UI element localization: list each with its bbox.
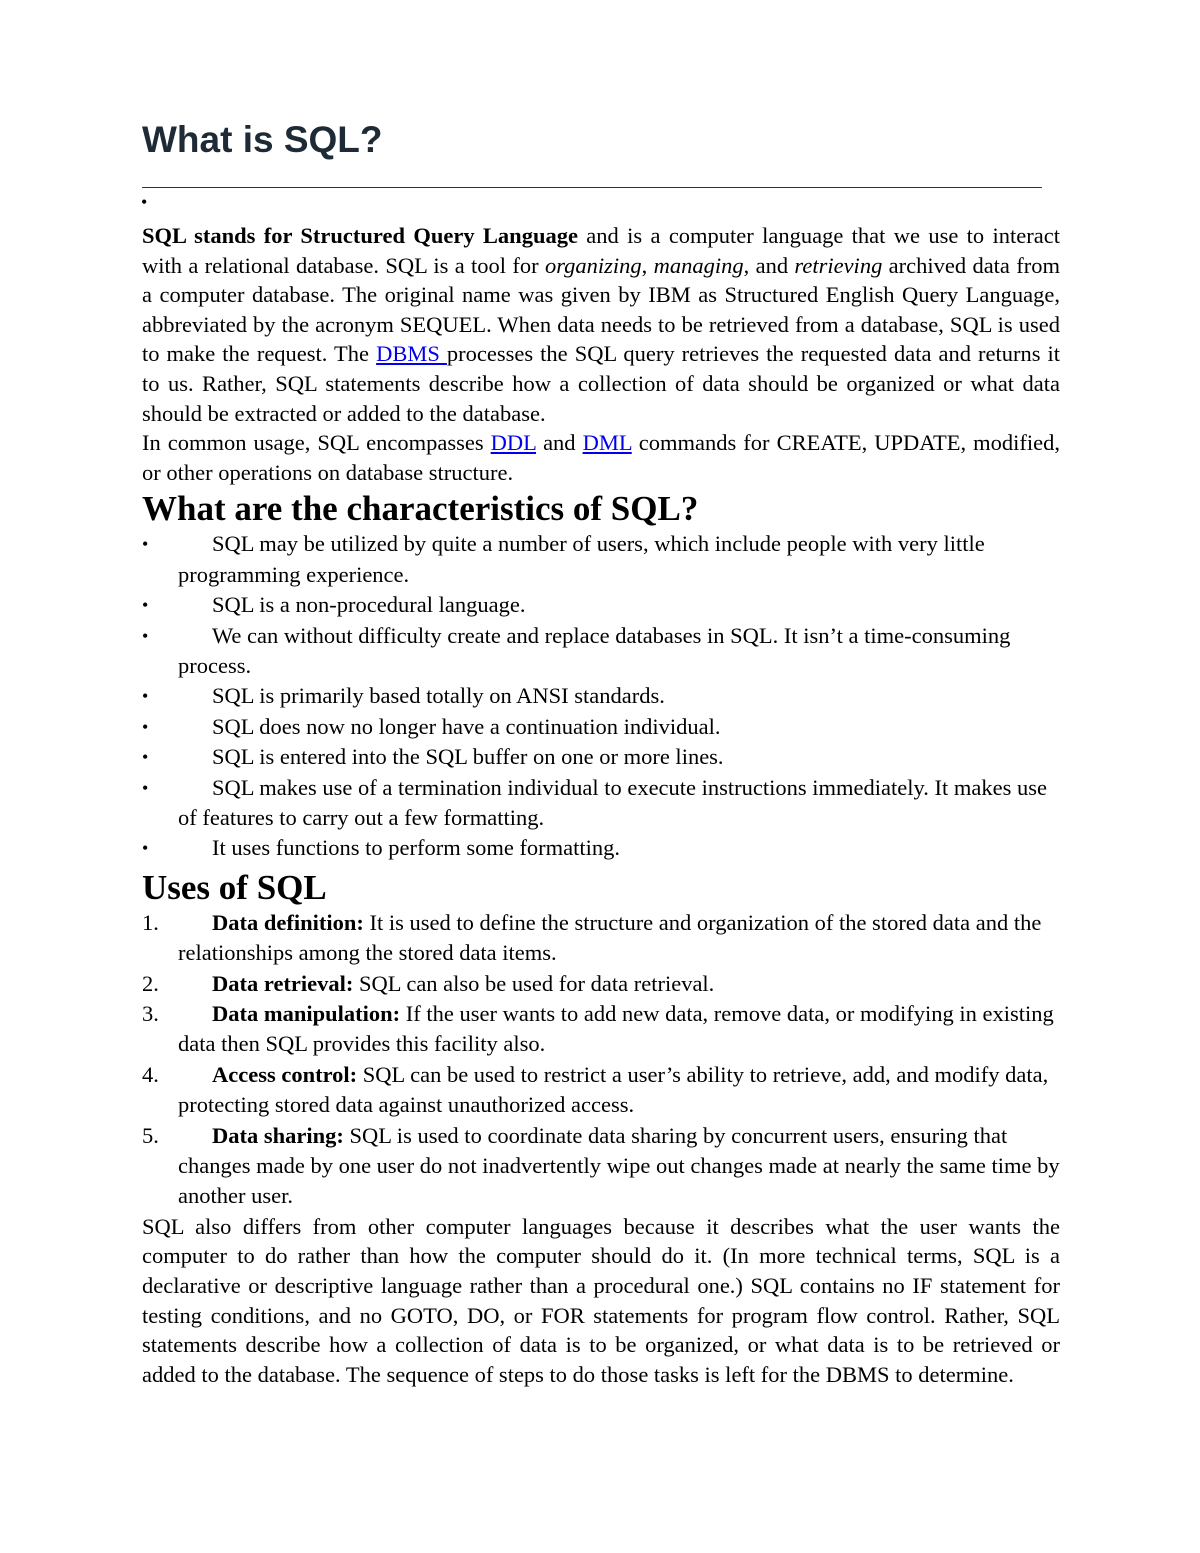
bullet-icon: •	[142, 777, 149, 798]
dml-link[interactable]: DML	[582, 430, 632, 456]
use-number: 4.	[142, 1061, 159, 1087]
characteristic-item	[142, 833, 1060, 863]
bullet-icon: •	[142, 534, 149, 555]
italic-organizing: organizing	[544, 252, 642, 278]
use-number: 3.	[142, 1001, 159, 1027]
use-term: Data retrieval:	[212, 970, 354, 996]
characteristics-list	[142, 529, 1060, 863]
characteristic-text: We can without difficulty create and replace databases in SQL. It isn’t a time-consuming process.	[178, 622, 1011, 678]
intro-text-1: and is a computer language that we use to interact with a relational database. SQL is a tool for	[142, 223, 1060, 278]
italic-retrieving: retrieving	[794, 252, 883, 278]
intro-paragraph-2	[142, 428, 1060, 487]
characteristic-item	[142, 773, 1060, 834]
characteristic-item	[142, 712, 1060, 742]
use-item	[142, 969, 1060, 999]
use-item	[142, 908, 1060, 969]
title-divider	[142, 187, 1042, 188]
ddl-link[interactable]: DDL	[490, 430, 537, 456]
use-number: 5.	[142, 1122, 159, 1148]
use-term: Access control:	[212, 1061, 358, 1087]
intro-text-3: processes the SQL query retrieves the requested data and returns it to us. Rather, SQL statements describe how a collection of data should be organized or what data should be extracted or added to the database.	[142, 341, 1061, 426]
use-term: Data definition:	[212, 909, 364, 935]
intro-text-5: commands for CREATE, UPDATE, modified, or other operations on database structure.	[142, 430, 1060, 485]
use-description: SQL can also be used for data retrieval.	[353, 970, 715, 996]
characteristic-text: SQL makes use of a termination individual to execute instructions immediately. It makes use of features to carry out a few formatting.	[178, 774, 1048, 830]
characteristic-item	[142, 590, 1060, 620]
uses-heading: Uses of SQL	[142, 867, 327, 907]
intro-comma-2: , and	[743, 252, 795, 278]
intro-text-4: In common usage, SQL encompasses	[142, 430, 491, 456]
use-item	[142, 1060, 1060, 1121]
characteristic-item	[142, 742, 1060, 772]
characteristics-heading: What are the characteristics of SQL?	[142, 489, 699, 529]
bullet-icon: •	[142, 686, 149, 707]
characteristic-text: SQL is a non-procedural language.	[212, 592, 526, 618]
bullet-icon: •	[142, 838, 149, 859]
use-description: If the user wants to add new data, remove data, or modifying in existing data then SQL provides this facility also.	[178, 1001, 1054, 1057]
bullet-icon: •	[142, 747, 149, 768]
use-item	[142, 1121, 1060, 1212]
use-description: SQL can be used to restrict a user’s ability to retrieve, add, and modify data, protecting stored data against unauthorized access.	[178, 1061, 1049, 1118]
use-number: 2.	[142, 970, 159, 996]
bullet-icon: •	[142, 625, 149, 646]
italic-managing: managing	[653, 252, 744, 278]
use-text	[178, 969, 1060, 999]
intro-comma-1: ,	[641, 252, 654, 278]
use-description: It is used to define the structure and organization of the stored data and the relationships among the stored data items.	[178, 909, 1042, 966]
stray-bullet: •	[141, 192, 148, 212]
use-term: Data sharing:	[212, 1122, 344, 1148]
document-page	[142, 110, 1060, 1389]
characteristic-text: SQL is entered into the SQL buffer on one or more lines.	[212, 744, 724, 770]
use-item	[142, 999, 1060, 1060]
bullet-icon: •	[142, 716, 149, 737]
use-text	[178, 999, 1060, 1060]
uses-list	[142, 908, 1060, 1212]
intro-section	[142, 221, 1060, 487]
intro-paragraph	[142, 221, 1060, 428]
outro-paragraph: SQL also differs from other computer languages because it describes what the user wants the computer to do rather than how the computer should do it. (In more technical terms, SQL is a declarative or descriptive language rather than a procedural one.) SQL contains no IF statement for testing conditions, and no GOTO, DO, or FOR statements for program flow control. Rather, SQL statements describe how a collection of data is to be organized, or what data is to be retrieved or added to the database. The sequence of steps to do those tasks is left for the DBMS to determine.	[142, 1213, 1060, 1387]
use-text	[178, 1121, 1060, 1212]
use-description: SQL is used to coordinate data sharing by concurrent users, ensuring that changes made by one user do not inadvertently wipe out changes made at nearly the same time by another user.	[178, 1122, 1060, 1209]
use-term: Data manipulation:	[212, 1001, 401, 1027]
dbms-link[interactable]: DBMS	[376, 341, 447, 367]
use-text	[178, 908, 1060, 969]
characteristic-text: It uses functions to perform some formatting.	[212, 835, 621, 861]
intro-text-2: archived data from a computer database. The original name was given by IBM as Structured English Query Language, abbreviated by the acronym SEQUEL. When data needs to be retrieved from a database, SQL is used to make the request. The	[142, 252, 1060, 367]
bullet-icon: •	[142, 595, 149, 616]
intro-and: and	[536, 430, 583, 456]
page-title: What is SQL?	[142, 119, 383, 160]
characteristic-text: SQL does now no longer have a continuation individual.	[212, 713, 721, 739]
characteristic-item	[142, 621, 1060, 682]
characteristic-text: SQL is primarily based totally on ANSI standards.	[212, 683, 665, 709]
characteristic-text: SQL may be utilized by quite a number of users, which include people with very little programming experience.	[178, 531, 985, 587]
intro-lead-bold: SQL stands for Structured Query Language	[142, 223, 578, 248]
characteristic-item	[142, 681, 1060, 711]
use-number: 1.	[142, 909, 159, 935]
use-text	[178, 1060, 1060, 1121]
characteristic-item	[142, 529, 1060, 590]
